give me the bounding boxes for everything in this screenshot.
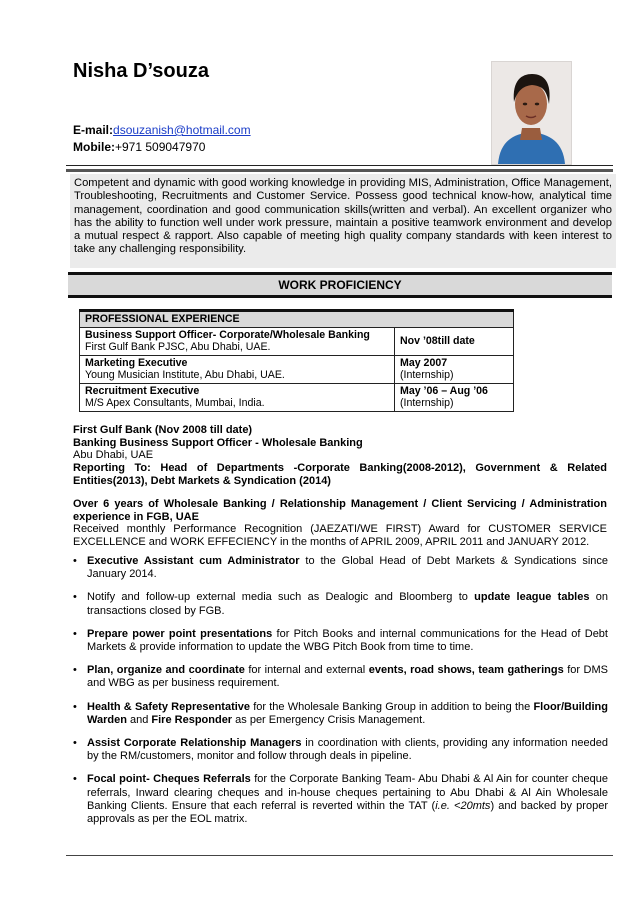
responsibility-text: for Pitch Books and internal communications for the Head of Debt Markets & provide information to update the WBG Pitch Book from time to time. xyxy=(87,627,608,654)
experience-period: Nov ’08till date xyxy=(400,334,475,347)
header-divider xyxy=(66,165,613,166)
responsibility-text: Floor/Building Warden xyxy=(87,700,608,726)
overview-section xyxy=(73,498,607,549)
portrait-image xyxy=(492,62,571,164)
profile-photo xyxy=(491,61,572,165)
mobile-label: Mobile: xyxy=(73,140,115,154)
responsibility-text: Focal point- Cheques Referrals xyxy=(87,773,251,786)
responsibility-item xyxy=(70,664,608,690)
responsibility-text: events, road shows, team gatherings xyxy=(368,664,564,677)
experience-row xyxy=(80,327,514,355)
overview-heading: Over 6 years of Wholesale Banking / Relationship Management / Client Servicing / Administration experience in FGB, UAE xyxy=(73,498,607,523)
responsibility-text: as per Emergency Crisis Management. xyxy=(232,713,426,726)
work-proficiency-heading: WORK PROFICIENCY xyxy=(68,272,612,298)
mobile-value: +971 509047970 xyxy=(115,140,206,154)
fgb-role: Banking Business Support Officer - Wholesale Banking xyxy=(73,436,363,449)
experience-table xyxy=(79,309,514,412)
email-line xyxy=(73,123,251,137)
responsibility-text: in coordination with clients, providing any information needed by the RM/customers, monitor and follow through deals in pipeline. xyxy=(87,737,608,763)
experience-note: (Internship) xyxy=(400,369,454,381)
fgb-section xyxy=(73,424,607,488)
experience-org: First Gulf Bank PJSC, Abu Dhabi, UAE. xyxy=(85,341,271,353)
responsibility-item xyxy=(70,591,608,617)
experience-note: (Internship) xyxy=(400,397,454,409)
responsibility-text: Executive Assistant cum Administrator xyxy=(87,555,300,567)
responsibility-item xyxy=(70,773,608,826)
responsibility-text: on transactions closed by FGB. xyxy=(87,591,608,617)
responsibility-text: to the Global Head of Debt Markets & Syndications since January 2014. xyxy=(87,555,608,581)
experience-cell-period xyxy=(395,327,514,355)
email-label: E-mail: xyxy=(73,123,114,137)
experience-period: May 2007 xyxy=(400,356,448,369)
bullet-icon: • xyxy=(73,591,77,604)
experience-period: May ’06 – Aug ’06 xyxy=(400,384,488,397)
responsibility-text: for internal and external xyxy=(244,664,369,677)
footer-divider xyxy=(66,855,613,856)
experience-org: M/S Apex Consultants, Mumbai, India. xyxy=(85,397,265,409)
responsibility-text: for the Wholesale Banking Group in addition to being the xyxy=(250,700,534,713)
mobile-line xyxy=(73,140,205,154)
responsibility-item xyxy=(70,555,608,581)
fgb-title: First Gulf Bank (Nov 2008 till date) xyxy=(73,424,253,436)
responsibility-item xyxy=(70,737,608,763)
responsibility-text: Prepare power point presentations xyxy=(87,627,273,640)
experience-cell-period xyxy=(395,383,514,411)
responsibility-text: Plan, organize and coordinate xyxy=(87,664,245,677)
experience-cell-role xyxy=(80,383,395,411)
responsibility-text: Notify and follow-up external media such as Dealogic and Bloomberg to xyxy=(87,591,475,604)
bullet-icon: • xyxy=(73,700,77,713)
experience-cell-role xyxy=(80,327,395,355)
candidate-name: Nisha D’souza xyxy=(73,60,209,82)
fgb-location: Abu Dhabi, UAE xyxy=(73,449,154,462)
experience-role: Marketing Executive xyxy=(85,356,188,369)
responsibility-text: for the Corporate Banking Team- Abu Dhabi & Al Ain for counter cheque referrals, Inward clearing cheques and in-house cheques pertaining to Abu Dhabi & Al Ain Wholesale Banking Clients. Ensure that each referral is reverted within the TAT ( xyxy=(87,773,608,812)
responsibility-text: ) and backed by proper approvals as per the EOL matrix. xyxy=(87,799,608,826)
summary-text: Competent and dynamic with good working knowledge in providing MIS, Administration, Office Management, Troubleshooting, Recruitments and Customer Service. Possess good technical know-how, analytical time management, coordination and good communication skills(written and verbal). An excellent organizer who has the ability to function well under work pressure, maintain a positive teamwork environment and develop a mutual respect & rapport. Also capable of meeting high quality company standards with keen interest to take any challenging responsibility. xyxy=(74,177,612,256)
responsibility-text: update league tables xyxy=(474,591,590,604)
responsibility-text: and xyxy=(126,713,152,726)
responsibility-text: Health & Safety Representative xyxy=(87,700,251,713)
header-divider-thick xyxy=(66,169,613,172)
bullet-icon: • xyxy=(73,664,77,677)
responsibility-text: Fire Responder xyxy=(151,713,233,726)
email-link[interactable]: dsouzanish@hotmail.com xyxy=(113,123,251,137)
experience-role: Business Support Officer- Corporate/Wholesale Banking xyxy=(85,328,370,341)
experience-row xyxy=(80,355,514,383)
responsibility-item xyxy=(70,701,608,727)
experience-table-header xyxy=(80,311,514,328)
bullet-icon: • xyxy=(73,773,77,786)
responsibility-text: Assist Corporate Relationship Managers xyxy=(87,737,302,750)
experience-row xyxy=(80,383,514,411)
experience-table-heading: PROFESSIONAL EXPERIENCE xyxy=(80,311,514,328)
experience-role: Recruitment Executive xyxy=(85,384,200,397)
responsibility-text: for DMS and WBG as per business requirement. xyxy=(87,664,608,690)
experience-cell-period xyxy=(395,355,514,383)
responsibility-text: i.e. <20mts xyxy=(435,799,491,812)
fgb-reporting: Reporting To: Head of Departments -Corporate Banking(2008-2012), Government & Related Entities(2013), Debt Markets & Syndication (2014) xyxy=(73,462,607,487)
experience-org: Young Musician Institute, Abu Dhabi, UAE. xyxy=(85,369,285,381)
responsibility-list xyxy=(70,555,608,836)
summary-box xyxy=(70,174,616,268)
bullet-icon: • xyxy=(73,627,77,640)
responsibility-item xyxy=(70,628,608,654)
overview-text: Received monthly Performance Recognition (JAEZATI/WE FIRST) Award for CUSTOMER SERVICE EXCELLENCE and WORK EFFECIENCY in the months of APRIL 2009, APRIL 2011 and JANUARY 2012. xyxy=(73,523,607,549)
bullet-icon: • xyxy=(73,737,77,750)
bullet-icon: • xyxy=(73,555,77,567)
experience-cell-role xyxy=(80,355,395,383)
